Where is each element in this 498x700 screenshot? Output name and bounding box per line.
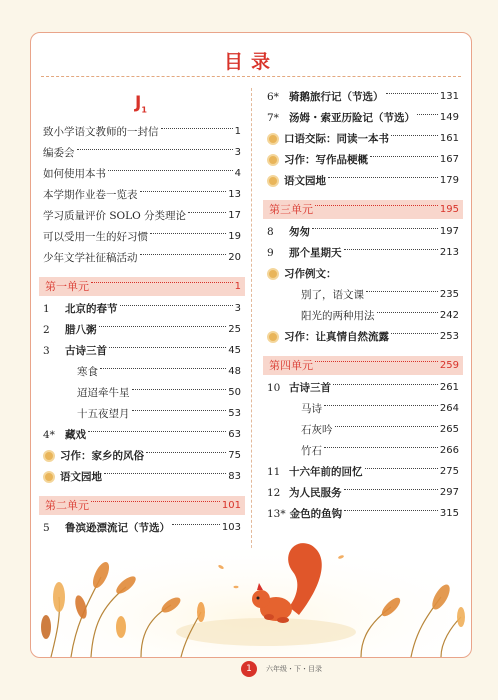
- toc-entry[interactable]: [267, 171, 459, 191]
- toc-entry[interactable]: [301, 399, 459, 419]
- entry-page: 53: [228, 408, 241, 419]
- unit-page: 101: [221, 500, 241, 511]
- toc-entry[interactable]: [267, 150, 459, 170]
- leader-dots: [91, 282, 233, 283]
- entry-title: 习作例文：: [284, 268, 337, 280]
- unit-header[interactable]: [263, 356, 463, 375]
- entry-number: 10: [267, 382, 281, 394]
- entry-page: 25: [228, 324, 241, 335]
- entry-title: 语文园地: [60, 471, 102, 483]
- entry-number: 6*: [267, 91, 279, 103]
- leader-dots: [365, 468, 438, 469]
- toc-entry[interactable]: [43, 143, 241, 163]
- toc-frame: [30, 32, 472, 658]
- entry-title: 金色的鱼钩: [289, 508, 343, 520]
- toc-entry[interactable]: [43, 467, 241, 487]
- page-title: 目录: [223, 51, 278, 73]
- bullet-icon: [267, 175, 279, 187]
- toc-entry[interactable]: [267, 483, 459, 503]
- toc-entry[interactable]: [301, 306, 459, 326]
- toc-entry[interactable]: [43, 341, 241, 361]
- entry-title: 十五夜望月: [77, 408, 130, 420]
- leader-dots: [315, 361, 438, 362]
- toc-entry[interactable]: [77, 404, 241, 424]
- unit-page: 1: [234, 281, 241, 292]
- entry-page: 50: [228, 387, 241, 398]
- leader-dots: [120, 305, 233, 306]
- toc-entry[interactable]: [267, 222, 459, 242]
- leader-dots: [91, 501, 220, 502]
- entry-title: 古诗三首: [289, 382, 331, 394]
- entry-page: 264: [439, 403, 459, 414]
- column-divider: [251, 88, 252, 548]
- entry-page: 19: [228, 231, 241, 242]
- entry-title: 少年文学社征稿活动: [43, 252, 138, 264]
- entry-number: 11: [267, 466, 281, 478]
- entry-title: 藏戏: [65, 429, 86, 441]
- footer-caption: 六年级・下・目录: [266, 665, 322, 673]
- entry-title: 北京的春节: [65, 303, 118, 315]
- leader-dots: [328, 177, 438, 178]
- entry-page: 45: [228, 345, 241, 356]
- entry-page: 75: [228, 450, 241, 461]
- entry-page: 4: [234, 168, 241, 179]
- entry-title: 习作：让真情自然流露: [284, 331, 389, 343]
- entry-page: 83: [228, 471, 241, 482]
- leader-dots: [100, 368, 226, 369]
- leader-dots: [344, 489, 438, 490]
- entry-page: 131: [439, 91, 459, 102]
- leader-dots: [140, 254, 227, 255]
- entry-title: 竹石: [301, 445, 322, 457]
- entry-page: 17: [228, 210, 241, 221]
- page-number-badge: 1: [241, 661, 257, 677]
- toc-entry[interactable]: [43, 248, 241, 268]
- entry-title: 汤姆・索亚历险记（节选）: [289, 112, 415, 124]
- bullet-icon: [43, 450, 55, 462]
- entry-page: 161: [439, 133, 459, 144]
- leader-dots: [172, 524, 220, 525]
- toc-entry[interactable]: [267, 87, 459, 107]
- unit-header[interactable]: [39, 277, 245, 296]
- leader-dots: [344, 510, 438, 511]
- leader-dots: [104, 473, 226, 474]
- bullet-icon: [43, 471, 55, 483]
- entry-title: 本学期作业卷一览表: [43, 189, 138, 201]
- entry-title: 骑鹅旅行记（节选）: [289, 91, 384, 103]
- entry-title: 寒食: [77, 366, 98, 378]
- leader-dots: [333, 384, 438, 385]
- entry-title: 古诗三首: [65, 345, 107, 357]
- entry-title: 腊八粥: [65, 324, 97, 336]
- entry-title: 匆匆: [289, 226, 310, 238]
- entry-page: 197: [439, 226, 459, 237]
- bullet-icon: [267, 268, 279, 280]
- entry-title: 可以受用一生的好习惯: [43, 231, 148, 243]
- entry-page: 3: [234, 303, 241, 314]
- entry-number: 12: [267, 487, 281, 499]
- unit-header[interactable]: [263, 200, 463, 219]
- leader-dots: [324, 405, 438, 406]
- leader-dots: [77, 149, 233, 150]
- unit-page: 195: [439, 204, 459, 215]
- entry-page: 242: [439, 310, 459, 321]
- toc-entry[interactable]: [43, 425, 241, 445]
- entry-number: 4*: [43, 429, 55, 441]
- entry-page: 1: [234, 126, 241, 137]
- toc-entry[interactable]: [267, 129, 459, 149]
- entry-page: 265: [439, 424, 459, 435]
- entry-page: 3: [234, 147, 241, 158]
- entry-page: 13: [228, 189, 241, 200]
- leader-dots: [312, 228, 438, 229]
- toc-entry[interactable]: [267, 462, 459, 482]
- toc-entry[interactable]: [43, 122, 241, 142]
- entry-page: 315: [439, 508, 459, 519]
- entry-title: 石灰吟: [301, 424, 333, 436]
- leader-dots: [108, 170, 233, 171]
- entry-page: 253: [439, 331, 459, 342]
- entry-title: 迢迢牵牛星: [77, 387, 130, 399]
- unit-header[interactable]: [39, 496, 245, 515]
- entry-number: 9: [267, 247, 274, 259]
- entry-title: 习作：家乡的风俗: [60, 450, 144, 462]
- toc-entry[interactable]: [267, 504, 459, 524]
- toc-entry[interactable]: [267, 108, 459, 128]
- leader-dots: [386, 93, 438, 94]
- toc-entry[interactable]: [43, 206, 241, 226]
- entry-page: 167: [439, 154, 459, 165]
- toc-entry[interactable]: [267, 327, 459, 347]
- entry-title: 编委会: [43, 147, 75, 159]
- leader-dots: [188, 212, 226, 213]
- toc-entry[interactable]: [43, 164, 241, 184]
- leader-dots: [417, 114, 438, 115]
- entry-number: 1: [43, 303, 50, 315]
- leader-dots: [150, 233, 226, 234]
- leader-dots: [88, 431, 226, 432]
- leader-dots: [344, 249, 438, 250]
- entry-page: 48: [228, 366, 241, 377]
- entry-title: 那个星期天: [289, 247, 342, 259]
- entry-page: 213: [439, 247, 459, 258]
- leader-dots: [315, 205, 438, 206]
- toc-entry[interactable]: [43, 227, 241, 247]
- unit-page: 259: [439, 360, 459, 371]
- entry-number: 8: [267, 226, 274, 238]
- unit-label: 第一单元: [45, 280, 89, 293]
- entry-page: 179: [439, 175, 459, 186]
- toc-entry[interactable]: [267, 378, 459, 398]
- entry-title: 为人民服务: [289, 487, 342, 499]
- toc-entry[interactable]: [301, 285, 459, 305]
- leader-dots: [377, 312, 438, 313]
- entry-page: 261: [439, 382, 459, 393]
- entry-title: 如何使用本书: [43, 168, 106, 180]
- leader-dots: [109, 347, 226, 348]
- toc-entry[interactable]: [267, 264, 459, 284]
- unit-label: 第四单元: [269, 359, 313, 372]
- leader-dots: [99, 326, 227, 327]
- leader-dots: [140, 191, 227, 192]
- toc-entry[interactable]: [43, 185, 241, 205]
- autumn-squirrel-illustration: [31, 527, 471, 657]
- leader-dots: [391, 135, 438, 136]
- leader-dots: [132, 389, 227, 390]
- leader-dots: [132, 410, 227, 411]
- leader-dots: [146, 452, 226, 453]
- bullet-icon: [267, 133, 279, 145]
- entry-title: 马诗: [301, 403, 322, 415]
- toc-entry[interactable]: [267, 243, 459, 263]
- toc-entry[interactable]: [43, 299, 241, 319]
- logo-icon: $J_1$: [135, 93, 147, 115]
- leader-dots: [366, 291, 438, 292]
- unit-label: 第三单元: [269, 203, 313, 216]
- entry-page: 149: [439, 112, 459, 123]
- leader-dots: [370, 156, 438, 157]
- unit-label: 第二单元: [45, 499, 89, 512]
- entry-title: 十六年前的回忆: [289, 466, 363, 478]
- toc-entry[interactable]: [301, 420, 459, 440]
- bullet-icon: [267, 154, 279, 166]
- entry-page: 235: [439, 289, 459, 300]
- entry-title: 学习质量评价 SOLO 分类理论: [43, 210, 187, 222]
- entry-number: 3: [43, 345, 50, 357]
- entry-page: 275: [439, 466, 459, 477]
- entry-page: 297: [439, 487, 459, 498]
- entry-title: 习作：写作品梗概: [284, 154, 368, 166]
- entry-page: 266: [439, 445, 459, 456]
- entry-title: 口语交际：同读一本书: [284, 133, 389, 145]
- entry-number: 13*: [267, 508, 286, 520]
- toc-entry[interactable]: [77, 362, 241, 382]
- leader-dots: [335, 426, 438, 427]
- entry-title: 语文园地: [284, 175, 326, 187]
- entry-number: 2: [43, 324, 50, 336]
- leader-dots: [161, 128, 233, 129]
- title-divider: [41, 76, 461, 77]
- toc-entry[interactable]: [77, 383, 241, 403]
- entry-page: 20: [228, 252, 241, 263]
- entry-title: 致小学语文教师的一封信: [43, 126, 159, 138]
- entry-title: 阳光的两种用法: [301, 310, 375, 322]
- toc-entry[interactable]: [43, 446, 241, 466]
- leader-dots: [324, 447, 438, 448]
- leader-dots: [391, 333, 438, 334]
- toc-entry[interactable]: [43, 320, 241, 340]
- bullet-icon: [267, 331, 279, 343]
- entry-page: 63: [228, 429, 241, 440]
- toc-entry[interactable]: [301, 441, 459, 461]
- entry-number: 7*: [267, 112, 279, 124]
- entry-title: 别了，语文课: [301, 289, 364, 301]
